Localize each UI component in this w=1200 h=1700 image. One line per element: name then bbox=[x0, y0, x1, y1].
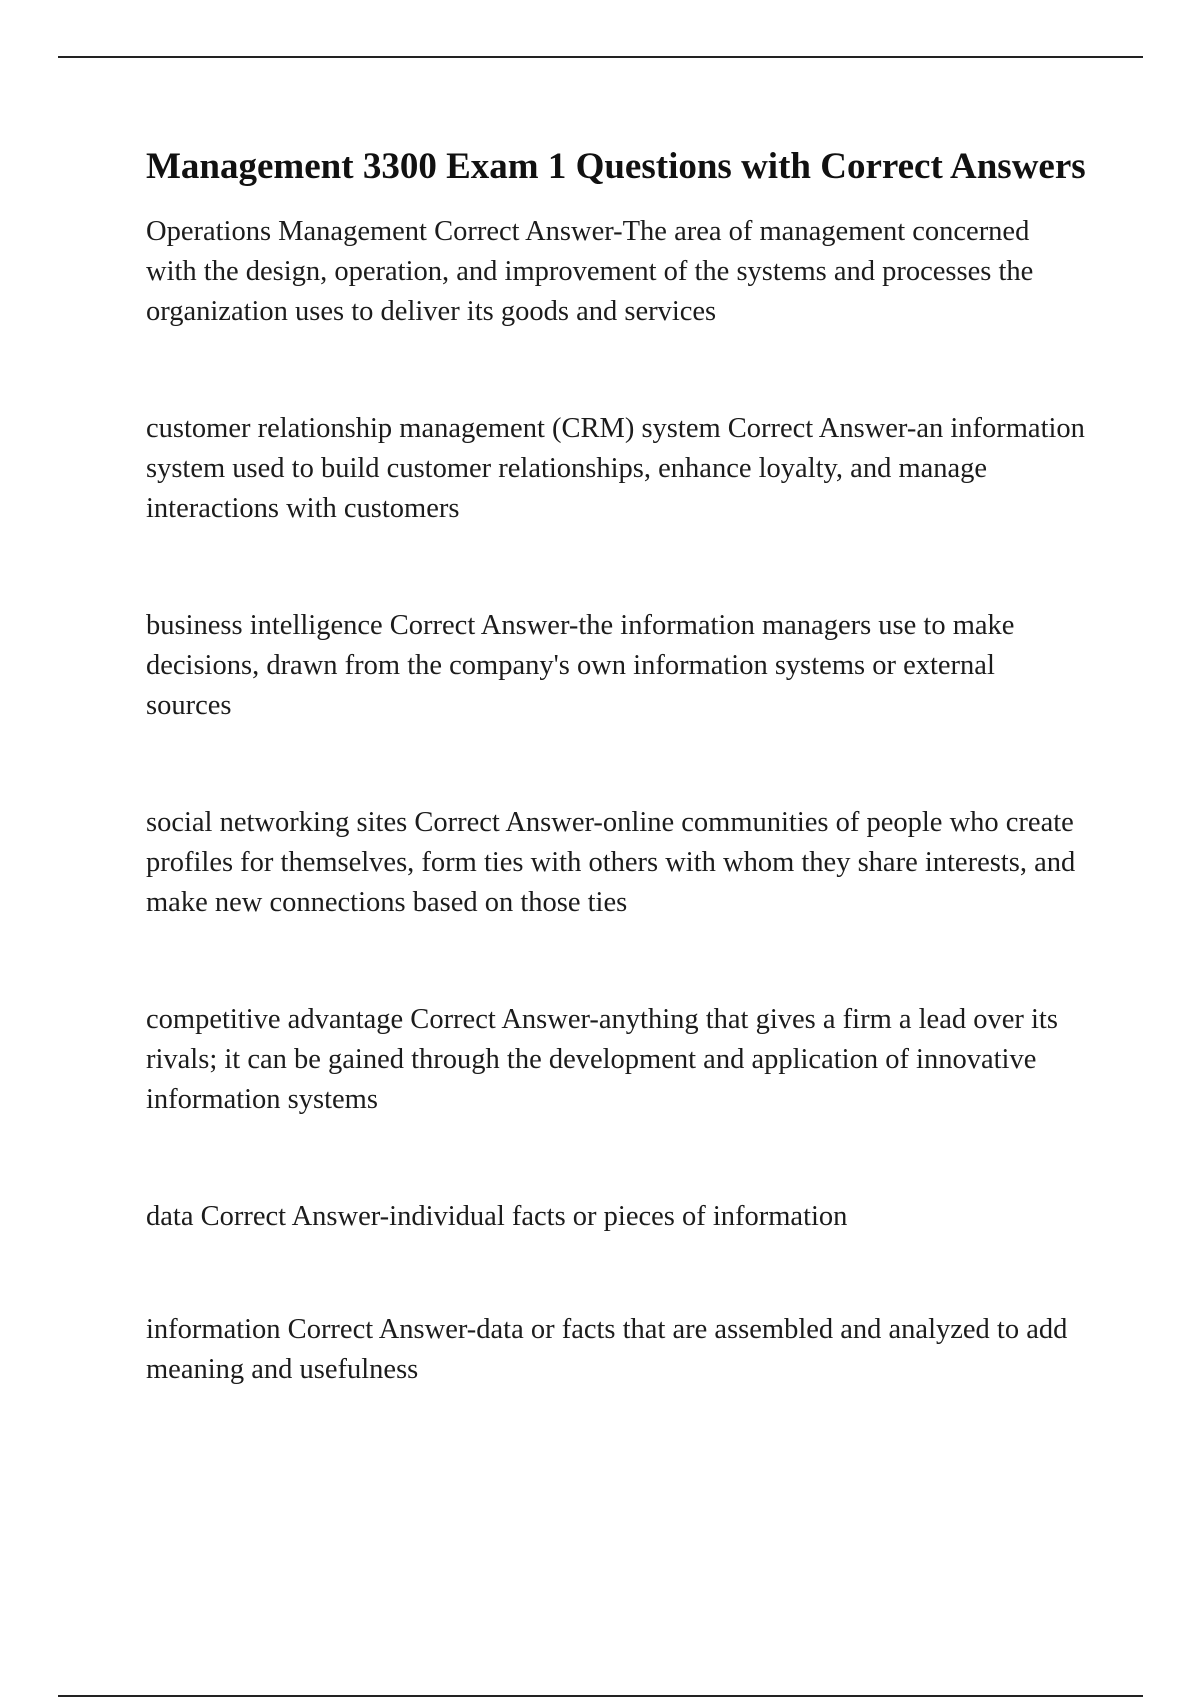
qa-entry-social-networking-sites: social networking sites Correct Answer-online communities of people who create profiles for themselves, form ties with others with whom they share interests, and make new connections based on those ties bbox=[146, 807, 1076, 918]
qa-entry-crm-system: customer relationship management (CRM) system Correct Answer-an information system used to build customer relationships, enhance loyalty, and manage interactions with customers bbox=[146, 413, 1085, 524]
top-divider bbox=[58, 56, 1143, 58]
qa-entry-data: data Correct Answer-individual facts or pieces of information bbox=[146, 1201, 848, 1232]
bottom-divider bbox=[58, 1695, 1143, 1697]
qa-entry-information: information Correct Answer-data or facts that are assembled and analyzed to add meaning and usefulness bbox=[146, 1314, 1068, 1385]
qa-entry-operations-management: Operations Management Correct Answer-The area of management concerned with the design, operation, and improvement of the systems and processes the organization uses to deliver its goods and services bbox=[146, 216, 1034, 327]
qa-entry-business-intelligence: business intelligence Correct Answer-the information managers use to make decisions, drawn from the company's own information systems or external sources bbox=[146, 610, 1015, 721]
document-body bbox=[146, 142, 1086, 1467]
qa-entry-competitive-advantage: competitive advantage Correct Answer-anything that gives a firm a lead over its rivals; it can be gained through the development and application of innovative information systems bbox=[146, 1004, 1058, 1115]
document-title: Management 3300 Exam 1 Questions with Correct Answers bbox=[146, 146, 1086, 187]
qa-list bbox=[146, 212, 1086, 1390]
